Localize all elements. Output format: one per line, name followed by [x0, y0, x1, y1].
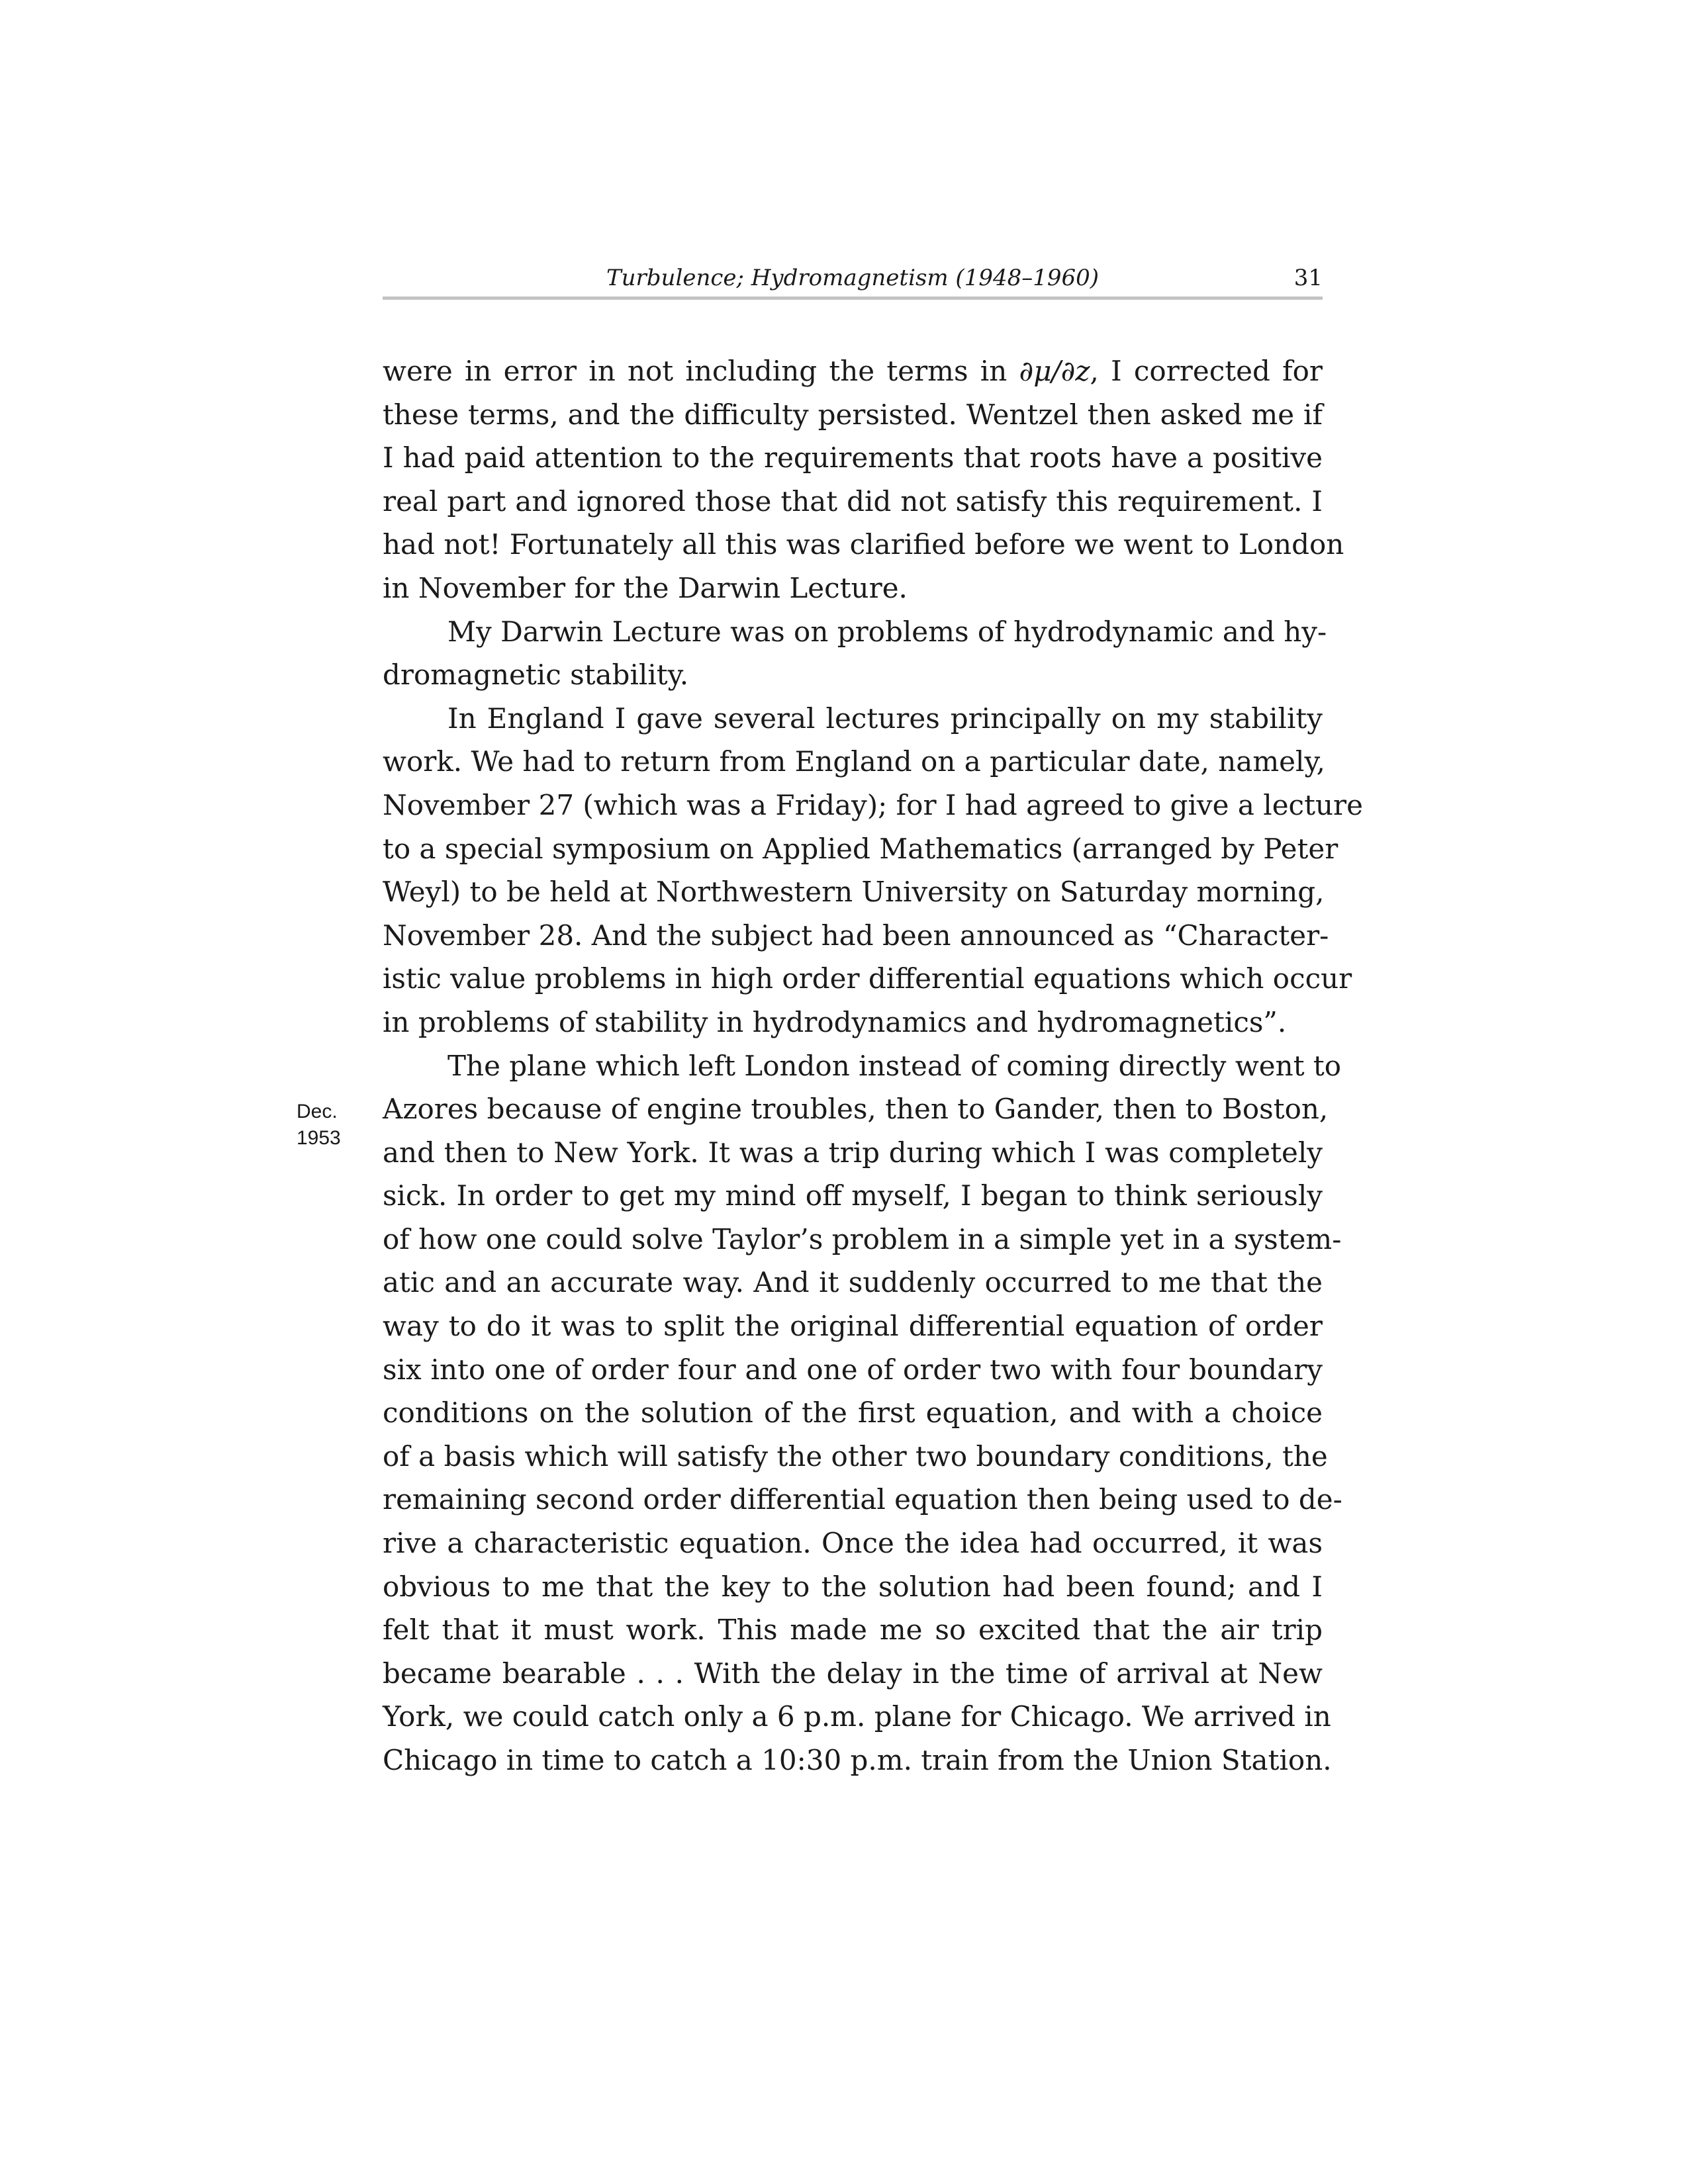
- text-line: The plane which left London instead of coming directly went to: [447, 1049, 1342, 1082]
- running-head-title: Turbulence; Hydromagnetism (1948–1960): [606, 265, 1100, 291]
- text-line: remaining second order differential equation then being used to de-: [383, 1483, 1342, 1516]
- text-line: and then to New York. It was a trip during which I was completely: [383, 1136, 1323, 1169]
- text-fragment: were in error in not including the terms in: [383, 355, 1019, 387]
- text-line: to a special symposium on Applied Mathematics (arranged by Peter: [383, 832, 1338, 865]
- text-line: in problems of stability in hydrodynamics and hydromagnetics”.: [383, 1005, 1287, 1038]
- margin-note-year: 1953: [297, 1127, 341, 1149]
- text-line: felt that it must work. This made me so excited that the air trip: [383, 1614, 1323, 1647]
- body-text: [383, 349, 1363, 1782]
- text-line: six into one of order four and one of order two with four boundary: [383, 1353, 1323, 1386]
- text-line: work. We had to return from England on a particular date, namely,: [383, 745, 1325, 778]
- text-fragment: , I corrected for: [1090, 355, 1323, 387]
- text-line: In England I gave several lectures principally on my stability: [447, 702, 1323, 735]
- text-line: sick. In order to get my mind off myself, I began to think seriously: [383, 1179, 1323, 1212]
- text-line: became bearable . . . With the delay in the time of arrival at New: [383, 1657, 1323, 1690]
- text-line: November 28. And the subject had been announced as “Character-: [383, 919, 1329, 952]
- margin-note-date: [297, 1099, 356, 1152]
- text-line: obvious to me that the key to the solution had been found; and I: [383, 1570, 1323, 1603]
- text-line: November 27 (which was a Friday); for I had agreed to give a lecture: [383, 788, 1363, 821]
- text-line: conditions on the solution of the first equation, and with a choice: [383, 1396, 1323, 1430]
- text-line: My Darwin Lecture was on problems of hydrodynamic and hy-: [447, 615, 1327, 648]
- text-line: way to do it was to split the original differential equation of order: [383, 1310, 1323, 1343]
- text-line: in November for the Darwin Lecture.: [383, 571, 908, 604]
- margin-note-month: Dec.: [297, 1101, 338, 1122]
- text-line: Azores because of engine troubles, then to Gander, then to Boston,: [383, 1093, 1329, 1126]
- text-line: real part and ignored those that did not satisfy this requirement. I: [383, 484, 1323, 518]
- page-number: 31: [1293, 265, 1323, 291]
- math-expression: ∂μ/∂z: [1019, 355, 1090, 387]
- text-line: istic value problems in high order differential equations which occur: [383, 962, 1352, 995]
- text-line: rive a characteristic equation. Once the idea had occurred, it was: [383, 1527, 1323, 1560]
- text-line: had not! Fortunately all this was clarified before we went to London: [383, 528, 1344, 561]
- text-line: I had paid attention to the requirements that roots have a positive: [383, 441, 1323, 475]
- text-line: Chicago in time to catch a 10:30 p.m. train from the Union Station.: [383, 1744, 1332, 1776]
- text-line: [383, 349, 1323, 393]
- text-line: these terms, and the difficulty persisted. Wentzel then asked me if: [383, 398, 1323, 431]
- text-line: of a basis which will satisfy the other two boundary conditions, the: [383, 1439, 1328, 1473]
- text-line: York, we could catch only a 6 p.m. plane for Chicago. We arrived in: [383, 1700, 1331, 1733]
- running-header: [383, 263, 1323, 300]
- text-line: Weyl) to be held at Northwestern University on Saturday morning,: [383, 876, 1325, 909]
- text-line: atic and an accurate way. And it suddenly occurred to me that the: [383, 1266, 1323, 1299]
- text-line: of how one could solve Taylor’s problem in a simple yet in a system-: [383, 1222, 1342, 1255]
- text-line: dromagnetic stability.: [383, 659, 689, 692]
